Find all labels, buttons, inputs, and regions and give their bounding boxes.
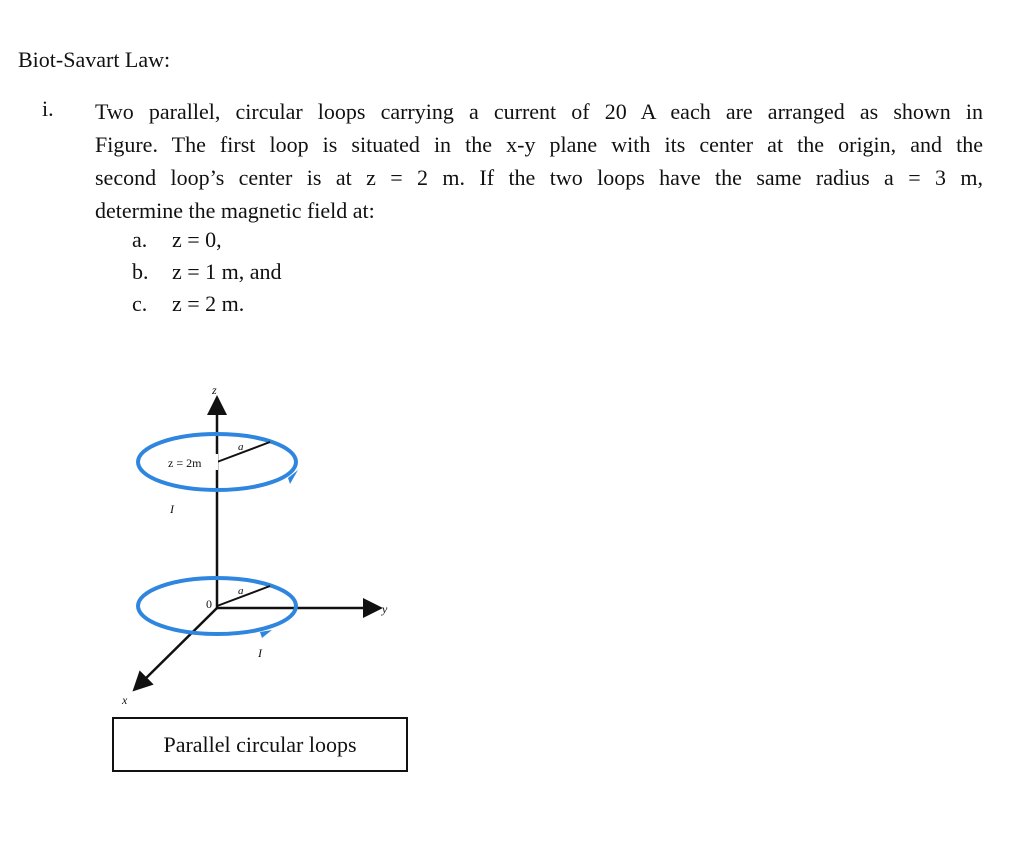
part-b-text: z = 1 m, and bbox=[172, 259, 282, 284]
z-axis-label: z bbox=[212, 383, 217, 397]
part-a-text: z = 0, bbox=[172, 227, 222, 252]
parallel-loops-figure bbox=[110, 378, 430, 718]
section-heading: Biot-Savart Law: bbox=[18, 47, 171, 72]
upper-loop-label: z = 2m bbox=[168, 456, 202, 470]
figure-caption: Parallel circular loops bbox=[112, 717, 408, 772]
question-line-4: determine the magnetic field at: bbox=[95, 198, 375, 223]
question-line-3: second loop’s center is at z = 2 m. If the two loops have the same radius a = 3 m, bbox=[95, 165, 983, 190]
lower-radius-line bbox=[217, 586, 270, 606]
question-number: i. bbox=[42, 96, 54, 121]
question-parts bbox=[132, 224, 282, 320]
upper-radius-line bbox=[217, 442, 270, 462]
part-b bbox=[132, 256, 282, 288]
part-c bbox=[132, 288, 282, 320]
part-a-label: a. bbox=[132, 227, 148, 252]
question-line-2: Figure. The first loop is situated in the x-y plane with its center at the origin, and the bbox=[95, 132, 983, 157]
lower-radius-label: a bbox=[238, 585, 244, 597]
question-line-1: Two parallel, circular loops carrying a current of 20 A each are arranged as shown in bbox=[95, 99, 983, 124]
upper-current-label: I bbox=[170, 502, 174, 516]
y-axis-label: y bbox=[382, 602, 388, 616]
question-text bbox=[95, 95, 983, 227]
part-a bbox=[132, 224, 282, 256]
lower-loop-current-arrow bbox=[260, 630, 272, 638]
part-c-text: z = 2 m. bbox=[172, 291, 245, 316]
origin-label: 0 bbox=[206, 597, 212, 611]
part-b-label: b. bbox=[132, 259, 149, 284]
upper-radius-label: a bbox=[238, 441, 244, 453]
lower-current-label: I bbox=[258, 646, 262, 660]
part-c-label: c. bbox=[132, 291, 148, 316]
x-axis-label: x bbox=[122, 693, 128, 707]
